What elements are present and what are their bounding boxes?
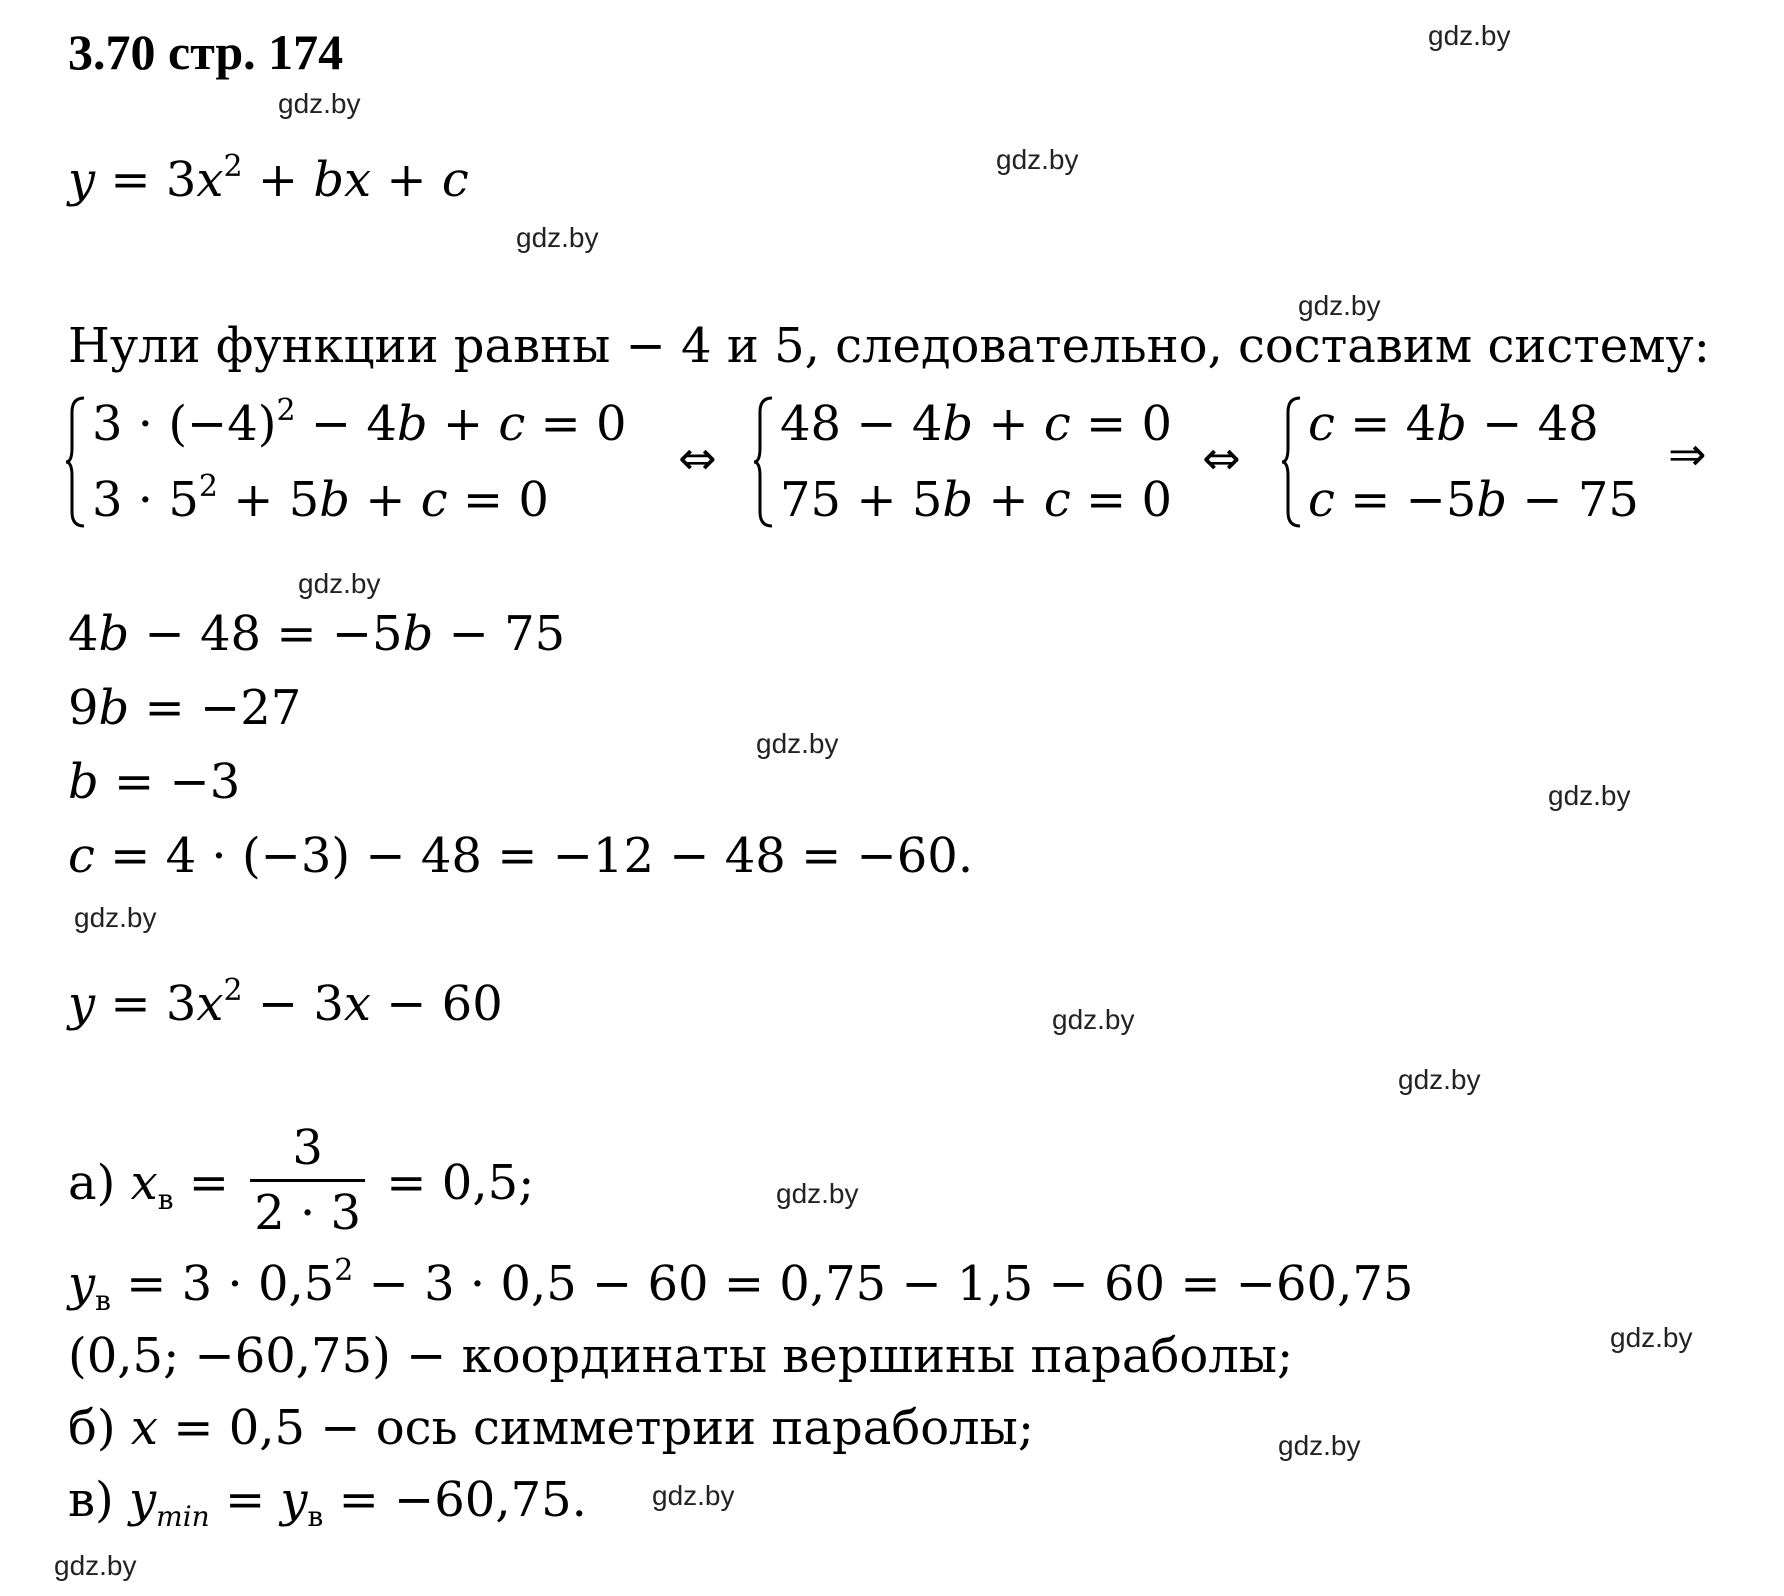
vertex-y-calculation: $y_в = 3 \cdot 0,5^2 - 3 \cdot 0,5 - 60 = 0,75 - 1,5 - 60 = -60,75$ <box>68 1253 1414 1317</box>
system-solved-for-c <box>1280 392 1639 532</box>
system-simplified-row-2: 75 + 5b + c = 0 <box>780 472 1172 528</box>
implies-symbol: ⇒ <box>1668 427 1707 481</box>
solve-step-3: b = −3 <box>68 754 241 810</box>
watermark: gdz.by <box>1052 1004 1135 1035</box>
part-b-symmetry-axis: б) x = 0,5 − ось симметрии параболы; <box>68 1400 1035 1456</box>
watermark: gdz.by <box>1548 780 1631 811</box>
watermark: gdz.by <box>1398 1064 1481 1095</box>
system-original-row-2: $3 \cdot 5^2 + 5b + c = 0$ <box>92 469 549 528</box>
given-function: $y = 3x^2$ + bx + c <box>68 149 469 208</box>
equivalence-symbol-1: ⇔ <box>678 431 717 485</box>
left-brace-icon <box>64 392 86 532</box>
resulting-function: $y = 3x^2 - 3x - 60$ <box>68 973 503 1032</box>
system-original <box>64 392 627 532</box>
watermark: gdz.by <box>996 144 1079 175</box>
problem-statement: Нули функции равны − 4 и 5, следовательно, составим систему: <box>68 318 1710 374</box>
watermark: gdz.by <box>1610 1322 1693 1353</box>
watermark: gdz.by <box>298 568 381 599</box>
page-title: 3.70 стр. 174 <box>68 24 344 80</box>
solve-step-4: c = 4 · (−3) − 48 = −12 − 48 = −60. <box>68 828 974 884</box>
fraction: $\frac{3}{2 \cdot 3}$ <box>250 1117 365 1244</box>
watermark: gdz.by <box>652 1480 735 1511</box>
system-simplified-row-1: 48 − 4b + c = 0 <box>780 396 1172 452</box>
watermark: gdz.by <box>74 902 157 933</box>
part-c-minimum: в) $y_{min} = y_в = -60,75$. <box>68 1472 587 1533</box>
watermark: gdz.by <box>278 88 361 119</box>
watermark: gdz.by <box>1298 290 1381 321</box>
watermark: gdz.by <box>516 222 599 253</box>
watermark: gdz.by <box>776 1178 859 1209</box>
left-brace-icon <box>1280 392 1302 532</box>
solve-step-2: 9b = −27 <box>68 680 302 736</box>
system-original-row-1: $3 \cdot (-4)^2 - 4b + c = 0$ <box>92 393 627 452</box>
watermark: gdz.by <box>756 728 839 759</box>
watermark: gdz.by <box>1278 1430 1361 1461</box>
vertex-coordinates: (0,5; −60,75) − координаты вершины параболы; <box>68 1328 1294 1384</box>
system-solved-row-2: c = −5b − 75 <box>1308 472 1639 528</box>
solve-step-1: 4b − 48 = −5b − 75 <box>68 606 566 662</box>
left-brace-icon <box>752 392 774 532</box>
system-solved-row-1: c = 4b − 48 <box>1308 396 1599 452</box>
watermark: gdz.by <box>54 1550 137 1581</box>
equivalence-symbol-2: ⇔ <box>1202 431 1241 485</box>
system-simplified <box>752 392 1172 532</box>
part-a-vertex-x: а) $x_в$ = $\frac{3}{2 \cdot 3}$ = 0,5; <box>68 1118 534 1248</box>
watermark: gdz.by <box>1428 20 1511 51</box>
